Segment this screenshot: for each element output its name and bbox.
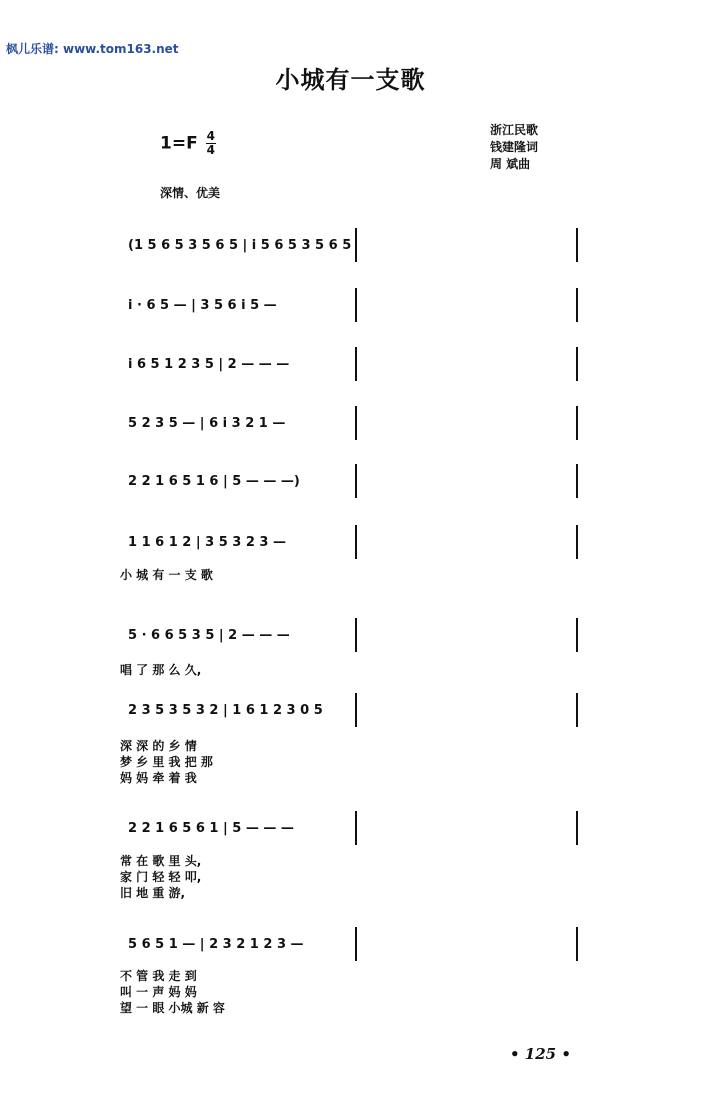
score-row: 2 2 1 6 5 1 6 | 5 — — —) <box>128 474 300 489</box>
page-number: • 125 • <box>510 1045 571 1063</box>
lyric-line: 家 门 轻 轻 叩, <box>120 870 202 884</box>
score-row: 5 2 3 5 — | 6 i 3 2 1 — <box>128 416 286 431</box>
key-text: 1=F <box>160 133 198 154</box>
barline <box>355 228 357 262</box>
score-row: 5 · 6 6 5 3 5 | 2 — — — <box>128 628 290 643</box>
credit-origin: 浙江民歌 <box>490 123 539 137</box>
lyric-line: 妈 妈 牵 着 我 <box>120 771 197 785</box>
score-row: 2 3 5 3 5 3 2 | 1 6 1 2 3 0 5 <box>128 703 323 718</box>
barline <box>355 288 357 322</box>
score-row: 5 6 5 1 — | 2 3 2 1 2 3 — <box>128 937 304 952</box>
lyric-line: 深 深 的 乡 情 <box>120 739 197 753</box>
lyric-line: 小 城 有 一 支 歌 <box>120 568 213 582</box>
barline <box>355 811 357 845</box>
score-row: i · 6 5 — | 3 5 6 i 5 — <box>128 298 277 313</box>
score-row: i 6 5 1 2 3 5 | 2 — — — <box>128 357 290 372</box>
barline <box>355 347 357 381</box>
barline <box>355 693 357 727</box>
time-signature <box>206 130 216 157</box>
lyric-line: 旧 地 重 游, <box>120 886 186 900</box>
credits <box>490 122 538 173</box>
barline <box>355 525 357 559</box>
credit-lyricist: 钱建隆词 <box>490 140 539 154</box>
lyric-line: 常 在 歌 里 头, <box>120 854 202 868</box>
barline <box>355 618 357 652</box>
credit-composer: 周 斌曲 <box>490 157 531 171</box>
site-watermark: 枫儿乐谱: www.tom163.net <box>6 42 179 56</box>
end-barline <box>576 693 578 727</box>
lyric-line: 唱 了 那 么 久, <box>120 663 202 677</box>
end-barline <box>576 347 578 381</box>
end-barline <box>576 525 578 559</box>
time-numerator: 4 <box>206 129 215 143</box>
score-row: (1 5 6 5 3 5 6 5 | i 5 6 5 3 5 6 5 <box>128 238 352 253</box>
barline <box>355 464 357 498</box>
song-title: 小城有一支歌 <box>275 66 426 94</box>
tempo-marking: 深情、优美 <box>160 186 221 200</box>
end-barline <box>576 927 578 961</box>
lyric-line: 望 一 眼 小城 新 容 <box>120 1001 225 1015</box>
score-row: 2 2 1 6 5 6 1 | 5 — — — <box>128 821 294 836</box>
end-barline <box>576 288 578 322</box>
score-row: 1 1 6 1 2 | 3 5 3 2 3 — <box>128 535 286 550</box>
barline <box>355 406 357 440</box>
key-signature <box>160 130 216 157</box>
time-denominator: 4 <box>206 143 215 157</box>
lyric-line: 叫 一 声 妈 妈 <box>120 985 197 999</box>
end-barline <box>576 228 578 262</box>
end-barline <box>576 464 578 498</box>
end-barline <box>576 406 578 440</box>
end-barline <box>576 618 578 652</box>
end-barline <box>576 811 578 845</box>
lyric-line: 不 管 我 走 到 <box>120 969 197 983</box>
lyric-line: 梦 乡 里 我 把 那 <box>120 755 213 769</box>
barline <box>355 927 357 961</box>
